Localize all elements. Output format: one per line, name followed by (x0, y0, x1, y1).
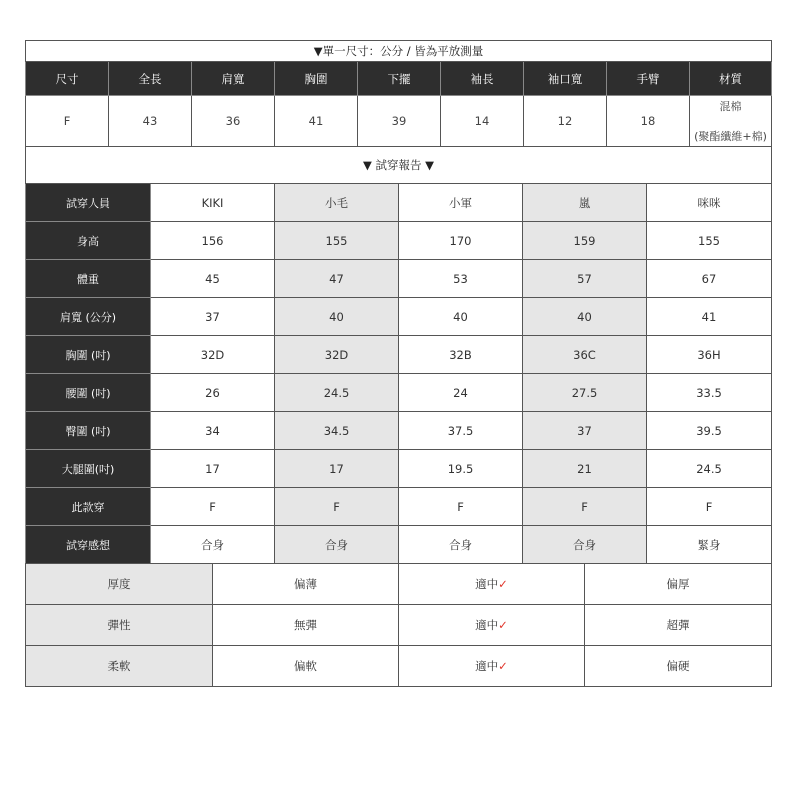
value-cell: F (26, 96, 109, 147)
feel-option-label: 偏厚 (666, 577, 690, 591)
fit-row (26, 488, 772, 526)
fit-cell: 32B (399, 336, 523, 374)
fit-row-label: 試穿感想 (26, 526, 151, 564)
value-cell: 41 (275, 96, 358, 147)
fit-cell: 37 (523, 412, 647, 450)
fit-cell: 159 (523, 222, 647, 260)
fit-cell: 39.5 (647, 412, 772, 450)
header-cell: 材質 (690, 62, 772, 96)
fit-cell: 34.5 (275, 412, 399, 450)
feel-option-label: 適中 (475, 618, 499, 632)
fit-cell: 155 (647, 222, 772, 260)
fit-cell: 合身 (523, 526, 647, 564)
fit-cell: 36H (647, 336, 772, 374)
header-cell: 袖長 (441, 62, 524, 96)
fit-cell: 21 (523, 450, 647, 488)
fit-row (26, 298, 772, 336)
fit-row-label: 腰圍 (吋) (26, 374, 151, 412)
value-cell: 39 (358, 96, 441, 147)
fit-cell: 合身 (399, 526, 523, 564)
feel-option (399, 646, 585, 687)
fit-cell: 嵐 (523, 184, 647, 222)
fit-row-label: 臀圍 (吋) (26, 412, 151, 450)
fit-row-label: 大腿圍(吋) (26, 450, 151, 488)
fit-cell: 34 (151, 412, 275, 450)
header-cell: 下擺 (358, 62, 441, 96)
fit-cell: F (399, 488, 523, 526)
fit-cell: 47 (275, 260, 399, 298)
fit-cell: 合身 (275, 526, 399, 564)
fit-cell: F (151, 488, 275, 526)
feel-option (213, 646, 399, 687)
header-cell: 手臂 (607, 62, 690, 96)
feel-option (585, 646, 772, 687)
fit-report-banner: ▼ 試穿報告 ▼ (26, 147, 772, 184)
fit-row (26, 412, 772, 450)
size-banner: ▼單一尺寸：公分 / 皆為平放測量 (26, 41, 772, 62)
feel-option-label: 偏薄 (294, 577, 317, 591)
fit-cell: 小軍 (399, 184, 523, 222)
feel-option (213, 605, 399, 646)
header-cell: 胸圍 (275, 62, 358, 96)
fit-row (26, 222, 772, 260)
material-name: 混棉 (719, 100, 742, 113)
size-values-row (26, 96, 772, 147)
header-cell: 尺寸 (26, 62, 109, 96)
fit-cell: 合身 (151, 526, 275, 564)
size-table (25, 40, 772, 147)
feel-option (399, 605, 585, 646)
fabric-feel-body (26, 564, 772, 687)
fit-row (26, 260, 772, 298)
fit-cell: 24.5 (647, 450, 772, 488)
material-composition: (聚酯纖維+棉) (694, 130, 767, 143)
fit-cell: 24 (399, 374, 523, 412)
fit-cell: 53 (399, 260, 523, 298)
feel-option (585, 564, 772, 605)
fit-cell: 40 (275, 298, 399, 336)
fit-cell: 41 (647, 298, 772, 336)
size-header-row (26, 62, 772, 96)
fit-cell: 緊身 (647, 526, 772, 564)
feel-option-label: 偏軟 (294, 659, 317, 673)
feel-option-label: 無彈 (294, 618, 317, 632)
value-cell: 18 (607, 96, 690, 147)
fit-cell: 45 (151, 260, 275, 298)
fit-cell: 67 (647, 260, 772, 298)
fit-cell: 155 (275, 222, 399, 260)
fit-cell: 32D (151, 336, 275, 374)
fit-cell: 37.5 (399, 412, 523, 450)
fit-cell: 156 (151, 222, 275, 260)
fit-cell: KIKI (151, 184, 275, 222)
feel-option (399, 564, 585, 605)
fit-row (26, 374, 772, 412)
fit-row (26, 184, 772, 222)
checkmark-icon: ✓ (498, 618, 508, 632)
fit-cell: F (275, 488, 399, 526)
feel-row-label: 彈性 (26, 605, 213, 646)
fit-row-label: 此款穿 (26, 488, 151, 526)
fit-cell: 33.5 (647, 374, 772, 412)
fit-cell: 40 (523, 298, 647, 336)
fit-cell: F (523, 488, 647, 526)
feel-row-label: 厚度 (26, 564, 213, 605)
fit-row (26, 450, 772, 488)
fit-cell: 32D (275, 336, 399, 374)
feel-row-label: 柔軟 (26, 646, 213, 687)
fit-report-body (26, 184, 772, 564)
fit-cell: 19.5 (399, 450, 523, 488)
value-cell: 43 (109, 96, 192, 147)
fit-cell: 57 (523, 260, 647, 298)
value-cell: 12 (524, 96, 607, 147)
fit-cell: 17 (275, 450, 399, 488)
value-cell: 14 (441, 96, 524, 147)
header-cell: 袖口寬 (524, 62, 607, 96)
fit-cell: 26 (151, 374, 275, 412)
fit-row (26, 336, 772, 374)
feel-option-label: 適中 (475, 659, 499, 673)
fit-row-label: 體重 (26, 260, 151, 298)
fit-cell: 40 (399, 298, 523, 336)
fit-cell: 36C (523, 336, 647, 374)
fit-row-label: 試穿人員 (26, 184, 151, 222)
size-chart (25, 40, 771, 687)
fit-row-label: 肩寬 (公分) (26, 298, 151, 336)
feel-row (26, 564, 772, 605)
fit-row-label: 身高 (26, 222, 151, 260)
feel-option (213, 564, 399, 605)
feel-option-label: 適中 (475, 577, 499, 591)
feel-option (585, 605, 772, 646)
fit-cell: F (647, 488, 772, 526)
fit-cell: 27.5 (523, 374, 647, 412)
fit-row (26, 526, 772, 564)
feel-row (26, 646, 772, 687)
checkmark-icon: ✓ (498, 659, 508, 673)
feel-row (26, 605, 772, 646)
feel-option-label: 超彈 (666, 618, 690, 632)
fit-cell: 17 (151, 450, 275, 488)
checkmark-icon: ✓ (498, 577, 508, 591)
material-cell (690, 96, 772, 147)
fit-row-label: 胸圍 (吋) (26, 336, 151, 374)
header-cell: 肩寬 (192, 62, 275, 96)
fabric-feel-table (25, 563, 772, 687)
fit-cell: 170 (399, 222, 523, 260)
fit-cell: 37 (151, 298, 275, 336)
feel-option-label: 偏硬 (666, 659, 690, 673)
fit-cell: 小毛 (275, 184, 399, 222)
fit-cell: 24.5 (275, 374, 399, 412)
fit-cell: 咪咪 (647, 184, 772, 222)
fit-report-table (25, 146, 772, 564)
header-cell: 全長 (109, 62, 192, 96)
value-cell: 36 (192, 96, 275, 147)
